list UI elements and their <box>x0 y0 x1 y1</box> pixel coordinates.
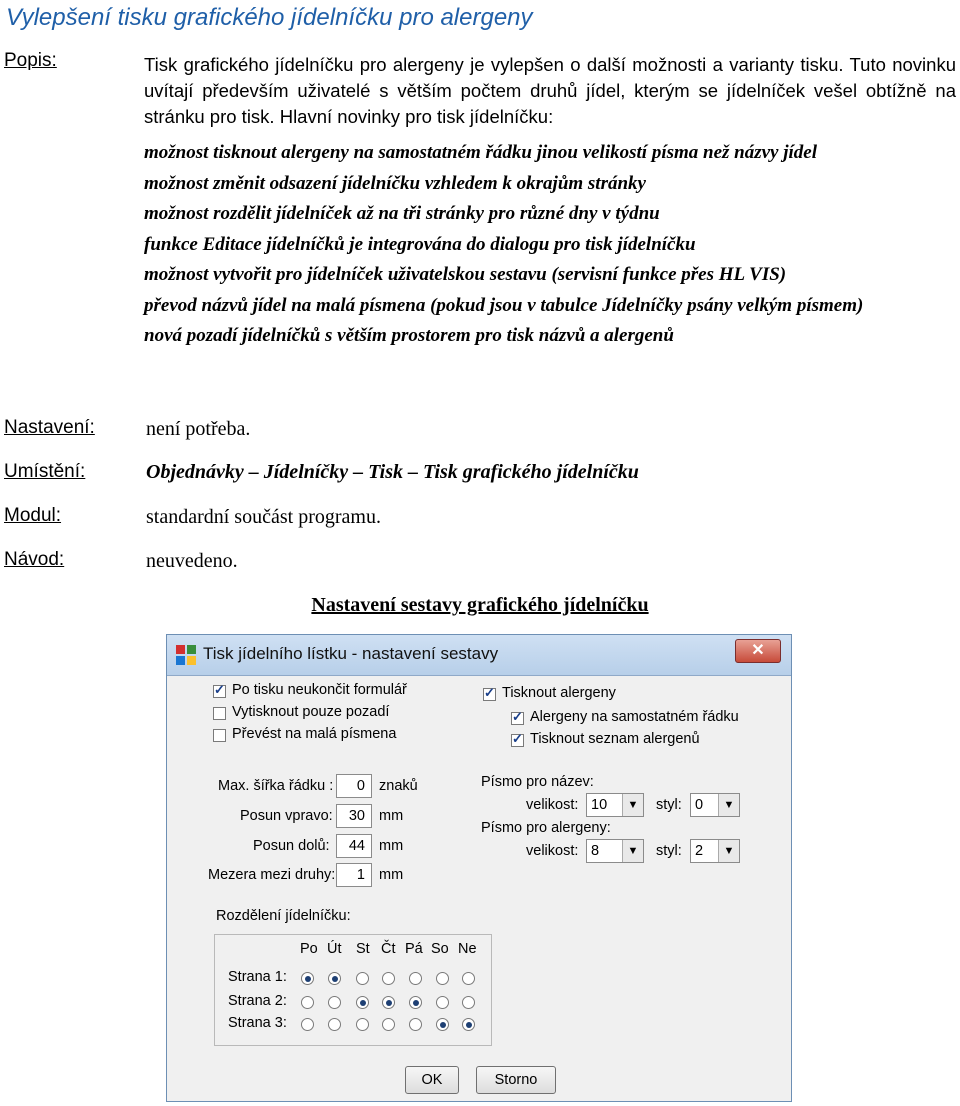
radio-page1-Po[interactable] <box>301 972 314 985</box>
max-width-label: Max. šířka řádku : <box>218 778 334 794</box>
feature-item: možnost rozdělit jídelníček až na tři stránky pro různé dny v týdnu <box>144 203 660 224</box>
radio-page1-Pá[interactable] <box>409 972 422 985</box>
radio-page2-So[interactable] <box>436 996 449 1009</box>
checkbox-print-allergens[interactable] <box>483 688 496 701</box>
checkbox-allergen-list-label: Tisknout seznam alergenů <box>530 731 700 747</box>
location-value: Objednávky – Jídelníčky – Tisk – Tisk grafického jídelníčku <box>146 461 639 483</box>
offset-right-input[interactable]: 30 <box>336 804 372 828</box>
checkbox-allergen-list[interactable] <box>511 734 524 747</box>
feature-list <box>144 140 956 354</box>
gap-input[interactable]: 1 <box>336 863 372 887</box>
page-title: Vylepšení tisku grafického jídelníčku pro alergeny <box>6 4 533 31</box>
checkbox-allergens-separate-line-label: Alergeny na samostatném řádku <box>530 709 739 725</box>
radio-page3-Po[interactable] <box>301 1018 314 1031</box>
radio-page2-Čt[interactable] <box>382 996 395 1009</box>
radio-page2-Út[interactable] <box>328 996 341 1009</box>
radio-page3-Čt[interactable] <box>382 1018 395 1031</box>
chevron-down-icon[interactable]: ▼ <box>718 794 739 816</box>
checkbox-lowercase[interactable] <box>213 729 226 742</box>
radio-page1-St[interactable] <box>356 972 369 985</box>
page-row-label: Strana 1: <box>228 969 287 985</box>
radio-page3-Ne[interactable] <box>462 1018 475 1031</box>
radio-page3-St[interactable] <box>356 1018 369 1031</box>
radio-page3-So[interactable] <box>436 1018 449 1031</box>
module-value: standardní součást programu. <box>146 506 381 528</box>
max-width-input[interactable]: 0 <box>336 774 372 798</box>
checkbox-keep-form-label: Po tisku neukončit formulář <box>232 682 407 698</box>
settings-value: není potřeba. <box>146 418 251 440</box>
description-text: Tisk grafického jídelníčku pro alergeny je vylepšen o další možnosti a varianty tisku. Tuto novinku uvítají především uživatelé s větším počtem druhů jídel, kterým se jídelníček vešel obtížně na stránku pro tisk. Hlavní novinky pro tisk jídelníčku: <box>144 54 956 127</box>
location-label: Umístění: <box>4 461 86 482</box>
cancel-button[interactable]: Storno <box>476 1066 556 1094</box>
radio-page2-St[interactable] <box>356 996 369 1009</box>
radio-page1-Čt[interactable] <box>382 972 395 985</box>
description-label: Popis: <box>4 50 57 71</box>
radio-page2-Ne[interactable] <box>462 996 475 1009</box>
offset-down-unit: mm <box>379 838 404 854</box>
radio-page1-Út[interactable] <box>328 972 341 985</box>
feature-item: možnost vytvořit pro jídelníček uživatelskou sestavu (servisní funkce přes HL VIS) <box>144 264 787 285</box>
page-row-label: Strana 3: <box>228 1015 287 1031</box>
font-name-style-select[interactable] <box>690 793 740 817</box>
chevron-down-icon[interactable]: ▼ <box>622 794 643 816</box>
figure-caption: Nastavení sestavy grafického jídelníčku <box>311 594 649 616</box>
font-allergen-style-label: styl: <box>656 843 682 859</box>
font-name-style-label: styl: <box>656 797 682 813</box>
feature-item: možnost tisknout alergeny na samostatném řádku jinou velikostí písma než názvy jídel <box>144 142 818 163</box>
day-header: Pá <box>405 941 423 957</box>
day-header: St <box>356 941 370 957</box>
offset-right-unit: mm <box>379 808 404 824</box>
font-allergen-style-value: 2 <box>695 843 704 859</box>
day-header: Út <box>327 941 342 957</box>
offset-down-label: Posun dolů: <box>253 838 330 854</box>
gap-label: Mezera mezi druhy: <box>208 867 336 883</box>
split-heading: Rozdělení jídelníčku: <box>216 908 351 924</box>
gap-unit: mm <box>379 867 404 883</box>
checkbox-lowercase-label: Převést na malá písmena <box>232 726 397 742</box>
radio-page1-Ne[interactable] <box>462 972 475 985</box>
day-header: Ne <box>458 941 477 957</box>
dialog-titlebar[interactable] <box>167 635 791 676</box>
chevron-down-icon[interactable]: ▼ <box>622 840 643 862</box>
checkbox-keep-form[interactable] <box>213 685 226 698</box>
chevron-down-icon[interactable]: ▼ <box>718 840 739 862</box>
feature-item: možnost změnit odsazení jídelníčku vzhledem k okrajům stránky <box>144 172 646 194</box>
font-name-heading: Písmo pro název: <box>481 774 594 790</box>
max-width-unit: znaků <box>379 778 418 794</box>
radio-page1-So[interactable] <box>436 972 449 985</box>
font-allergen-size-select[interactable] <box>586 839 644 863</box>
feature-item: nová pozadí jídelníčků s větším prostorem pro tisk názvů a alergenů <box>144 325 674 346</box>
font-allergen-size-label: velikost: <box>526 843 579 859</box>
manual-value: neuvedeno. <box>146 550 238 572</box>
font-name-size-select[interactable] <box>586 793 644 817</box>
settings-label: Nastavení: <box>4 417 95 438</box>
offset-right-label: Posun vpravo: <box>240 808 333 824</box>
app-icon <box>175 644 197 666</box>
page-row-label: Strana 2: <box>228 993 287 1009</box>
radio-page3-Út[interactable] <box>328 1018 341 1031</box>
manual-label: Návod: <box>4 549 65 570</box>
dialog-title: Tisk jídelního lístku - nastavení sestavy <box>203 644 499 663</box>
day-header: So <box>431 941 449 957</box>
font-allergen-heading: Písmo pro alergeny: <box>481 820 611 836</box>
feature-item: převod názvů jídel na malá písmena (pokud jsou v tabulce Jídelníčky psány velkým písmem) <box>144 294 864 316</box>
offset-down-input[interactable]: 44 <box>336 834 372 858</box>
font-allergen-size-value: 8 <box>591 843 600 859</box>
font-name-size-label: velikost: <box>526 797 579 813</box>
ok-button[interactable]: OK <box>405 1066 459 1094</box>
checkbox-background-only-label: Vytisknout pouze pozadí <box>232 704 390 720</box>
close-button[interactable]: ✕ <box>735 639 781 663</box>
radio-page2-Pá[interactable] <box>409 996 422 1009</box>
font-allergen-style-select[interactable] <box>690 839 740 863</box>
day-header: Čt <box>381 941 396 957</box>
module-label: Modul: <box>4 505 62 526</box>
day-header: Po <box>300 941 318 957</box>
radio-page2-Po[interactable] <box>301 996 314 1009</box>
checkbox-allergens-separate-line[interactable] <box>511 712 524 725</box>
checkbox-print-allergens-label: Tisknout alergeny <box>502 685 616 701</box>
checkbox-background-only[interactable] <box>213 707 226 720</box>
radio-page3-Pá[interactable] <box>409 1018 422 1031</box>
font-name-style-value: 0 <box>695 797 704 813</box>
feature-item: funkce Editace jídelníčků je integrována do dialogu pro tisk jídelníčku <box>144 233 696 255</box>
font-name-size-value: 10 <box>591 797 608 813</box>
